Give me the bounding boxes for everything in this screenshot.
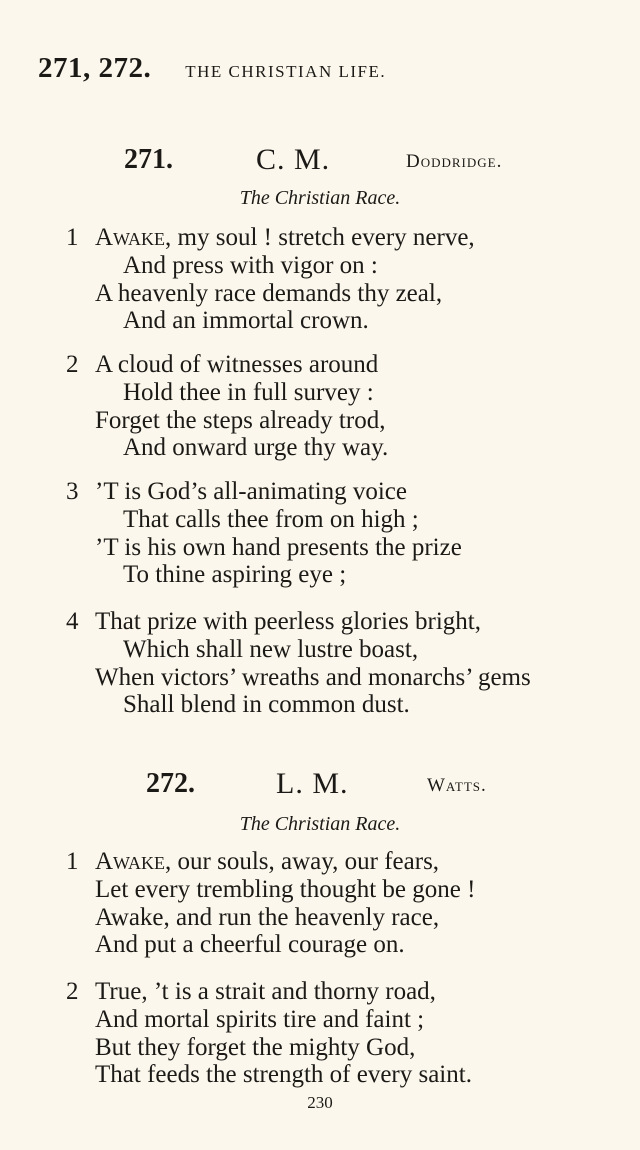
stanza-number: 2 [66, 351, 79, 378]
verse-line [66, 351, 626, 379]
stanza-number: 3 [66, 478, 79, 505]
verse-text: my soul ! stretch every nerve, [171, 224, 475, 251]
hymn-subtitle: The Christian Race. [239, 187, 401, 209]
hymn-number: 272. [146, 768, 195, 799]
stanza-number: 2 [66, 978, 79, 1005]
verse-line: Awake, and run the heavenly race, [95, 903, 440, 931]
stanza-271-1 [66, 224, 626, 335]
verse-line [66, 978, 626, 1006]
verse-text: our souls, away, our fears, [171, 848, 440, 875]
stanza-271-2 [66, 351, 626, 462]
verse-line: That feeds the strength of every saint. [95, 1061, 472, 1089]
stanza-number: 1 [66, 224, 79, 251]
stanza-271-3 [66, 478, 626, 589]
verse-line: ’T is his own hand presents the prize [95, 533, 462, 561]
verse-line: And onward urge thy way. [123, 434, 389, 462]
verse-line: A heavenly race demands thy zeal, [95, 279, 443, 307]
verse-line: Shall blend in common dust. [123, 691, 410, 719]
verse-line: Let every trembling thought be gone ! [95, 875, 476, 903]
running-head-title: THE CHRISTIAN LIFE. [185, 62, 387, 81]
verse-line: And an immortal crown. [123, 307, 369, 335]
page-number: 230 [307, 1093, 333, 1112]
verse-line [66, 224, 626, 252]
verse-text: That prize with peerless glories bright, [95, 608, 481, 635]
verse-line: Which shall new lustre boast, [123, 635, 419, 663]
verse-line: Hold thee in full survey : [123, 378, 374, 406]
running-head [38, 52, 386, 85]
verse-line: That calls thee from on high ; [123, 505, 419, 533]
first-word: Awake, [95, 848, 172, 875]
verse-text: ’T is God’s all-animating voice [95, 478, 407, 505]
verse-line [66, 608, 626, 636]
hymn-author: Watts. [427, 775, 487, 796]
verse-line: When victors’ wreaths and monarchs’ gems [95, 663, 531, 691]
hymn-header-272 [0, 768, 640, 808]
verse-line: But they forget the mighty God, [95, 1033, 416, 1061]
verse-line: And press with vigor on : [123, 251, 378, 279]
verse-line: And mortal spirits tire and faint ; [95, 1005, 425, 1033]
stanza-272-2 [66, 978, 626, 1089]
hymn-meter: C. M. [256, 143, 331, 176]
verse-line [66, 848, 626, 876]
running-head-numbers: 271, 272. [38, 52, 152, 84]
verse-line: And put a cheerful courage on. [95, 931, 405, 959]
hymn-author: Doddridge. [406, 151, 503, 172]
stanza-number: 1 [66, 848, 79, 875]
verse-line: Forget the steps already trod, [95, 406, 386, 434]
hymn-subtitle: The Christian Race. [239, 813, 401, 835]
verse-line [66, 478, 626, 506]
hymn-meter: L. M. [276, 767, 349, 800]
verse-line: To thine aspiring eye ; [123, 561, 347, 589]
stanza-272-1 [66, 848, 626, 959]
stanza-271-4 [66, 608, 626, 719]
hymn-header-271 [0, 144, 640, 184]
first-word: Awake, [95, 224, 172, 251]
verse-text: A cloud of witnesses around [95, 351, 379, 378]
hymn-number: 271. [124, 144, 173, 175]
stanza-number: 4 [66, 608, 79, 635]
verse-text: True, ’t is a strait and thorny road, [95, 978, 436, 1005]
